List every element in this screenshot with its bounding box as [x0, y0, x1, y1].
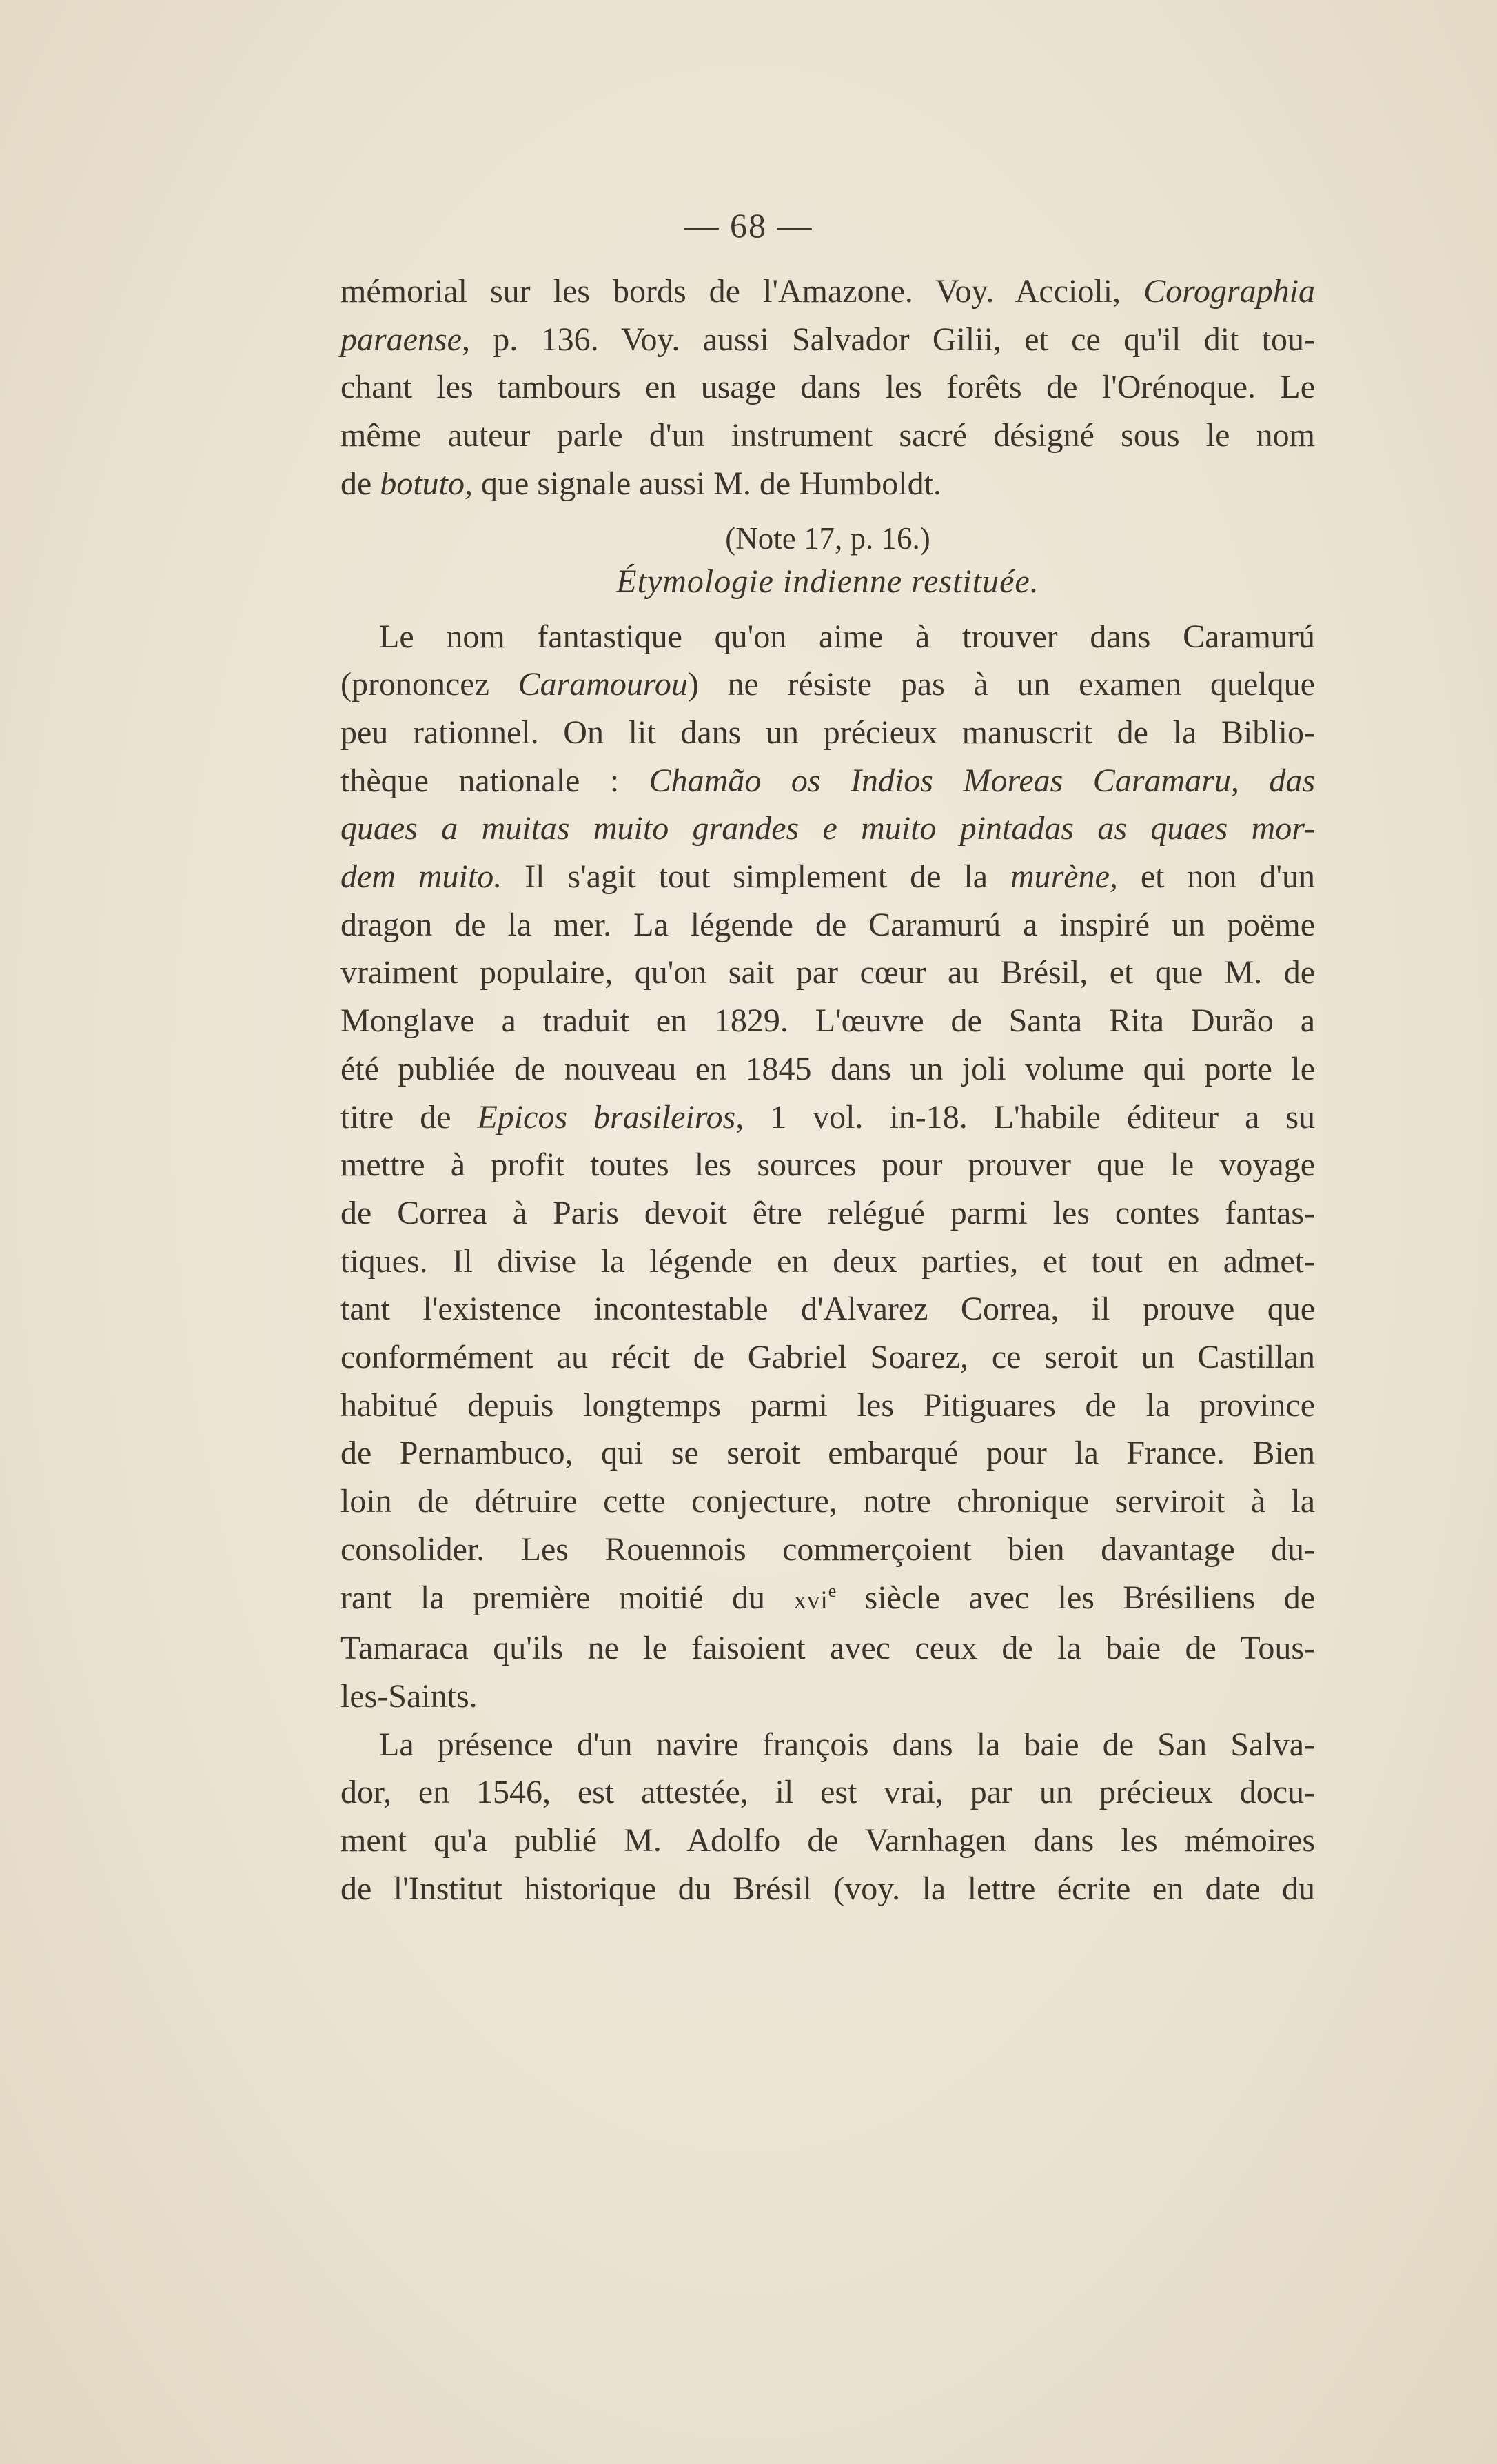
page-body — [340, 267, 1315, 1913]
text-run: chant les tambours en usage dans les forêts de l'Orénoque. Le — [340, 369, 1315, 406]
text-line — [340, 1526, 1315, 1574]
text-line — [340, 1817, 1315, 1865]
text-run: été publiée de nouveau en 1845 dans un joli volume qui porte le — [340, 1050, 1315, 1087]
text-line — [340, 267, 1315, 316]
text-run: dragon de la mer. La légende de Caramurú a inspiré un poëme — [340, 906, 1315, 943]
paragraph-humboldt-note — [340, 267, 1315, 508]
note-reference: (Note 17, p. 16.) — [725, 521, 930, 556]
small-caps-run: xvi — [793, 1586, 828, 1615]
text-line — [340, 363, 1315, 412]
text-line — [340, 709, 1315, 757]
text-run: vraiment populaire, qu'on sait par cœur au Brésil, et que M. de — [340, 954, 1315, 991]
text-run: que signale aussi M. de Humboldt. — [472, 465, 941, 502]
italic-run: Chamão os Indios Moreas Caramaru, das — [649, 762, 1316, 799]
text-run: ment qu'a publié M. Adolfo de Varnhagen dans les mémoires — [340, 1822, 1315, 1859]
text-line — [340, 1238, 1315, 1286]
text-run: mettre à profit toutes les sources pour prouver que le voyage — [340, 1147, 1315, 1184]
text-line — [340, 1574, 1315, 1625]
text-run: conformément au récit de Gabriel Soarez, ce seroit un Castillan — [340, 1339, 1315, 1376]
text-run: ) ne résiste pas à un examen quelque — [687, 666, 1315, 703]
text-run: les-Saints. — [340, 1677, 478, 1715]
text-run: tant l'existence incontestable d'Alvarez Correa, il prouve que — [340, 1291, 1315, 1328]
paragraph-caramuru-etymology — [340, 613, 1315, 1721]
text-run: , p. 136. Voy. aussi Salvador Gilii, et ce qu'il dit tou- — [461, 321, 1315, 358]
text-line — [340, 901, 1315, 949]
text-line — [340, 660, 1315, 709]
text-line — [340, 1045, 1315, 1093]
text-line — [340, 1189, 1315, 1238]
text-run: , 1 vol. in-18. L'habile éditeur a su — [735, 1098, 1316, 1135]
text-run: La présence d'un navire françois dans la baie de San Salva- — [379, 1726, 1315, 1763]
text-run: (prononcez — [340, 666, 518, 703]
text-run: de Pernambuco, qui se seroit embarqué pour la France. Bien — [340, 1435, 1315, 1472]
superscript-run: e — [828, 1580, 837, 1601]
paragraph-french-ship — [340, 1721, 1315, 1913]
text-line — [340, 1721, 1315, 1769]
text-line — [340, 613, 1315, 661]
text-run: de Correa à Paris devoit être relégué parmi les contes fantas- — [340, 1194, 1315, 1231]
italic-run: botuto, — [380, 465, 473, 502]
text-line — [340, 1429, 1315, 1477]
italic-run: murène, — [1010, 858, 1118, 896]
text-run: de — [340, 465, 380, 502]
italic-run: quaes a muitas muito grandes e muito pintadas as quaes mor- — [340, 810, 1315, 847]
text-line — [340, 1093, 1315, 1142]
italic-run: Epicos brasileiros — [477, 1098, 736, 1135]
text-run: dor, en 1546, est attestée, il est vrai, par un précieux docu- — [340, 1774, 1315, 1811]
text-run: mémorial sur les bords de l'Amazone. Voy. Accioli, — [340, 273, 1144, 310]
text-run: consolider. Les Rouennois commerçoient bien davantage du- — [340, 1531, 1315, 1568]
text-run: titre de — [340, 1098, 478, 1135]
text-line — [340, 1768, 1315, 1817]
text-line — [340, 1141, 1315, 1189]
text-run: même auteur parle d'un instrument sacré désigné sous le nom — [340, 417, 1315, 454]
text-line — [340, 316, 1315, 364]
text-run: habitué depuis longtemps parmi les Pitiguares de la province — [340, 1386, 1315, 1424]
text-line — [340, 757, 1315, 805]
italic-run: Caramourou — [518, 666, 688, 703]
text-run: Tamaraca qu'ils ne le faisoient avec ceux de la baie de Tous- — [340, 1630, 1315, 1667]
text-line — [340, 1477, 1315, 1526]
text-run: thèque nationale : — [340, 762, 649, 799]
text-line — [340, 1382, 1315, 1430]
text-run: Monglave a traduit en 1829. L'œuvre de Santa Rita Durão a — [340, 1002, 1315, 1040]
text-run: de l'Institut historique du Brésil (voy. la lettre écrite en date du — [340, 1870, 1315, 1907]
italic-run: Corographia — [1143, 273, 1315, 310]
text-line — [340, 460, 1315, 508]
text-run: peu rationnel. On lit dans un précieux manuscrit de la Biblio- — [340, 714, 1315, 751]
text-line — [340, 997, 1315, 1045]
text-line — [340, 853, 1315, 901]
text-run: tiques. Il divise la légende en deux parties, et tout en admet- — [340, 1242, 1315, 1280]
section-title: Étymologie indienne restituée. — [616, 563, 1039, 600]
text-line — [340, 1285, 1315, 1333]
text-run: et non d'un — [1117, 858, 1315, 896]
text-run: Il s'agit tout simplement de la — [502, 858, 1010, 896]
page-number: — 68 — — [684, 206, 813, 245]
text-run: loin de détruire cette conjecture, notre chronique serviroit à la — [340, 1483, 1315, 1520]
text-line — [340, 412, 1315, 460]
italic-run: dem muito. — [340, 858, 502, 896]
text-run: rant la première moitié du — [340, 1579, 794, 1616]
text-line — [340, 805, 1315, 853]
text-line — [340, 1865, 1315, 1913]
text-line — [340, 1624, 1315, 1673]
text-run: siècle avec les Brésiliens de — [836, 1579, 1316, 1616]
text-line — [340, 949, 1315, 997]
italic-run: paraense — [340, 321, 462, 358]
text-line — [340, 1673, 1315, 1721]
text-line — [340, 1333, 1315, 1382]
text-run: Le nom fantastique qu'on aime à trouver dans Caramurú — [379, 618, 1315, 655]
